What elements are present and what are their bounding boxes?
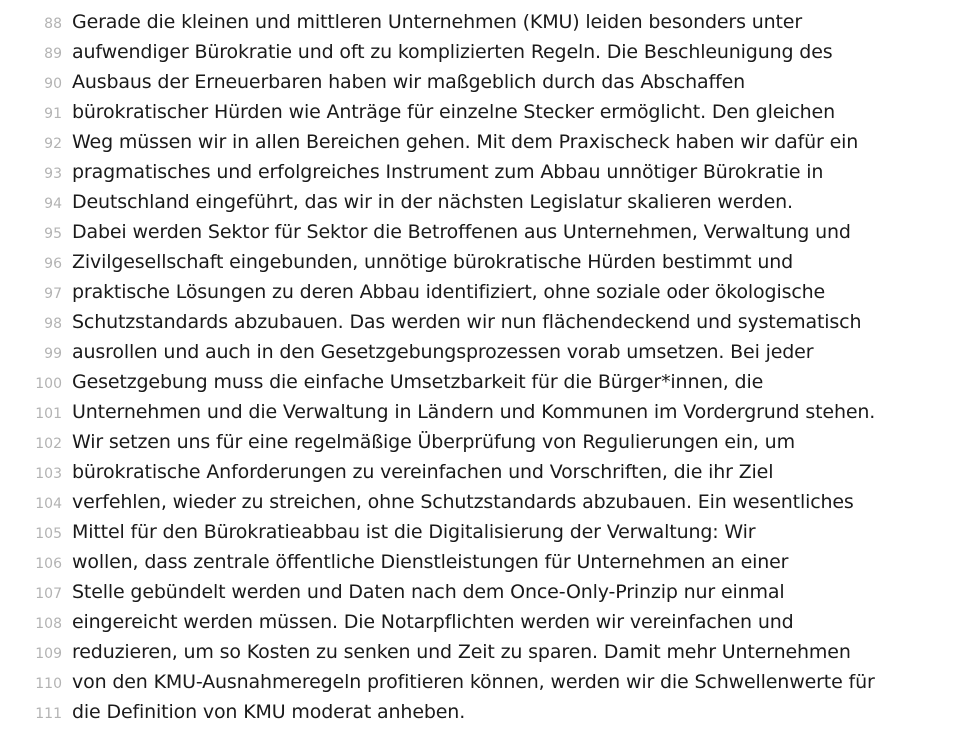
document-line — [0, 191, 955, 221]
line-number: 111 — [35, 706, 62, 722]
line-text: praktische Lösungen zu deren Abbau identifiziert, ohne soziale oder ökologische — [72, 281, 826, 303]
line-number: 88 — [44, 16, 62, 32]
document-line — [0, 341, 955, 371]
line-number: 107 — [35, 586, 62, 602]
line-text: Weg müssen wir in allen Bereichen gehen. Mit dem Praxischeck haben wir dafür ein — [72, 131, 859, 153]
document-line — [0, 161, 955, 191]
line-text: verfehlen, wieder zu streichen, ohne Schutzstandards abzubauen. Ein wesentliches — [72, 491, 854, 513]
line-number: 105 — [35, 526, 62, 542]
line-text: Dabei werden Sektor für Sektor die Betroffenen aus Unternehmen, Verwaltung und — [72, 221, 851, 243]
document-line — [0, 521, 955, 551]
line-number: 97 — [44, 286, 62, 302]
line-text: bürokratische Anforderungen zu vereinfachen und Vorschriften, die ihr Ziel — [72, 461, 774, 483]
line-number: 103 — [35, 466, 62, 482]
line-text: reduzieren, um so Kosten zu senken und Zeit zu sparen. Damit mehr Unternehmen — [72, 641, 851, 663]
line-number: 104 — [35, 496, 62, 512]
line-number: 98 — [44, 316, 62, 332]
line-number: 102 — [35, 436, 62, 452]
document-line — [0, 281, 955, 311]
line-text: Stelle gebündelt werden und Daten nach dem Once-Only-Prinzip nur einmal — [72, 581, 785, 603]
document-line — [0, 11, 955, 41]
line-text: wollen, dass zentrale öffentliche Dienstleistungen für Unternehmen an einer — [72, 551, 789, 573]
line-text: Gerade die kleinen und mittleren Unternehmen (KMU) leiden besonders unter — [72, 11, 803, 33]
line-number: 100 — [35, 376, 62, 392]
document-line — [0, 671, 955, 701]
document-line — [0, 641, 955, 671]
line-number: 101 — [35, 406, 62, 422]
line-text: ausrollen und auch in den Gesetzgebungsprozessen vorab umsetzen. Bei jeder — [72, 341, 814, 363]
document-line — [0, 401, 955, 431]
line-number: 109 — [35, 646, 62, 662]
document-line — [0, 221, 955, 251]
line-text: bürokratischer Hürden wie Anträge für einzelne Stecker ermöglicht. Den gleichen — [72, 101, 835, 123]
line-number: 94 — [44, 196, 62, 212]
document-line — [0, 371, 955, 401]
line-number: 92 — [44, 136, 62, 152]
line-number: 106 — [35, 556, 62, 572]
document-line — [0, 491, 955, 521]
line-number: 91 — [44, 106, 62, 122]
line-text: Gesetzgebung muss die einfache Umsetzbarkeit für die Bürger*innen, die — [72, 371, 764, 393]
document-line — [0, 71, 955, 101]
document-line — [0, 611, 955, 641]
line-text: Unternehmen und die Verwaltung in Ländern und Kommunen im Vordergrund stehen. — [72, 401, 876, 423]
line-text: eingereicht werden müssen. Die Notarpflichten werden wir vereinfachen und — [72, 611, 794, 633]
document-line — [0, 311, 955, 341]
line-text: pragmatisches und erfolgreiches Instrument zum Abbau unnötiger Bürokratie in — [72, 161, 824, 183]
line-number: 90 — [44, 76, 62, 92]
line-text: von den KMU-Ausnahmeregeln profitieren können, werden wir die Schwellenwerte für — [72, 671, 875, 693]
line-text: Ausbaus der Erneuerbaren haben wir maßgeblich durch das Abschaffen — [72, 71, 746, 93]
document-line — [0, 431, 955, 461]
document-line — [0, 101, 955, 131]
document-line — [0, 41, 955, 71]
line-number: 93 — [44, 166, 62, 182]
document-line — [0, 461, 955, 491]
line-number: 95 — [44, 226, 62, 242]
line-text: Deutschland eingeführt, das wir in der nächsten Legislatur skalieren werden. — [72, 191, 793, 213]
line-text: Zivilgesellschaft eingebunden, unnötige bürokratische Hürden bestimmt und — [72, 251, 794, 273]
line-text: Mittel für den Bürokratieabbau ist die Digitalisierung der Verwaltung: Wir — [72, 521, 756, 543]
line-number: 89 — [44, 46, 62, 62]
document-line — [0, 701, 955, 731]
line-number: 99 — [44, 346, 62, 362]
line-text: aufwendiger Bürokratie und oft zu komplizierten Regeln. Die Beschleunigung des — [72, 41, 833, 63]
line-text: Schutzstandards abzubauen. Das werden wir nun flächendeckend und systematisch — [72, 311, 862, 333]
line-number: 108 — [35, 616, 62, 632]
document-line — [0, 551, 955, 581]
line-text: die Definition von KMU moderat anheben. — [72, 701, 466, 723]
document-line — [0, 581, 955, 611]
document-line — [0, 251, 955, 281]
line-text: Wir setzen uns für eine regelmäßige Überprüfung von Regulierungen ein, um — [72, 431, 795, 453]
line-number: 96 — [44, 256, 62, 272]
document-body — [0, 11, 955, 731]
line-number: 110 — [35, 676, 62, 692]
document-line — [0, 131, 955, 161]
